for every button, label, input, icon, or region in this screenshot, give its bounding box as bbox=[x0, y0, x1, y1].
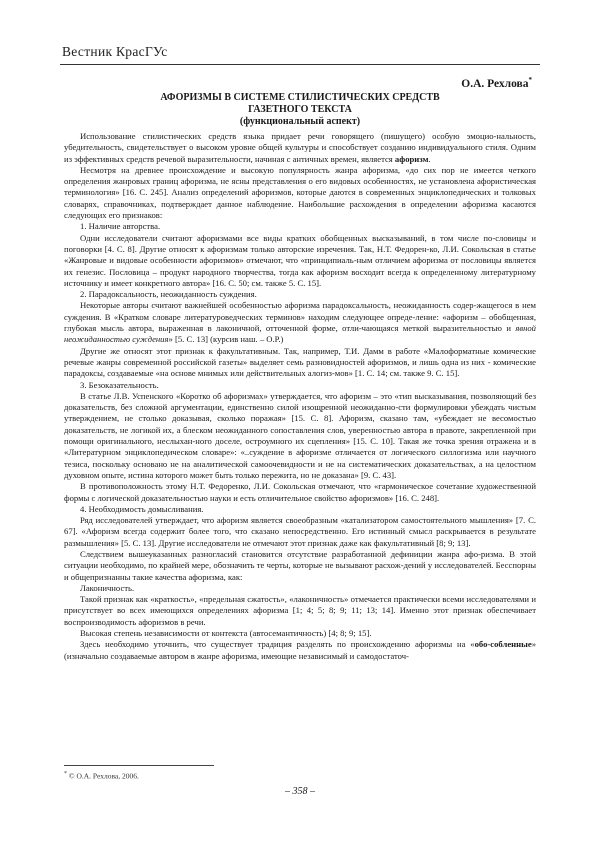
list-heading: 2. Парадоксальность, неожиданность суждения. bbox=[80, 289, 257, 300]
page-number: – 358 – bbox=[285, 786, 315, 797]
author-footnote-mark: * bbox=[528, 76, 532, 84]
footnote-rule bbox=[64, 765, 214, 766]
title-line-3: (функциональный аспект) bbox=[239, 116, 361, 127]
footnote-text: © О.А. Рехлова, 2006. bbox=[67, 771, 139, 781]
paragraph: Другие же относят этот признак к факультативным. Так, например, Т.И. Дамм в работе «Малоформатные комические речевые жанры современной российской газеты» выделяет семь разновидностей афоризмов, и лишь одна из них - комические парадоксы, создаваемые «на основе мнимых или действительных алогиз-мов» [1. С. 14; см. также 9. С. 15]. bbox=[64, 345, 536, 379]
article-title bbox=[60, 92, 540, 128]
paragraph: В статье Л.В. Успенского «Коротко об афоризмах» утверждается, что афоризм – это «тип высказывания, позволяющий без доказательств, без сложной аргументации, единственно силой изощренной неожиданно-сти формулировки убеждать чистым утверждением, не столько доказывая, сколько поражая» [15. С. 8]. Афоризм, сказано там, «убеждает не весомостью доказательств, не логикой их, а блеском неожиданного сопоставления слов, уверенностью автора в правоте, закрепленной при помощи оригинального, неслыхан-ного доселе, остроумного их сцепления» [15. С. 10]. Такая же точка зрения отражена и в «Литературном энциклопедическом словаре»: «..суждение в афоризме отличается от логического силлогизма или научного тезиса, поскольку основано не на аналитической самоочевидности и не на систематических доказательствах, а на целостном духовном опыте, истина которого может быть только пережита, но не доказана» [9. С. 43]. bbox=[64, 390, 536, 480]
paragraph: Ряд исследователей утверждает, что афоризм является своеобразным «катализатором самостоятельного мышления» [7. С. 67]. «Афоризм всегда содержит более того, что сказано непосредственно. Его истинный смысл раскрывается в результате размышления» [5. С. 13]. Другие исследователи не отмечают этот признак даже как факультативный [8; 9; 13]. bbox=[64, 515, 536, 548]
paragraph: В противоположность этому Н.Т. Федоренко, Л.И. Сокольская отмечают, что «гармоническое сочетание художественной формы с логической доказательностью науки и есть отличительное свойство афоризмов» [16. С. 248]. bbox=[64, 481, 536, 503]
paragraph-text: Использование стилистических средств языка придает речи говорящего (пишущего) особую эмоцио-нальность, убедительность, свидетельствует о высоком уровне общей культуры и способствует созданию индивидуального стиля. Одним из эффективных средств речевой выразительности, начиная с античных времен, является bbox=[64, 131, 536, 164]
author-name bbox=[461, 76, 532, 90]
paragraph-text: . bbox=[428, 153, 431, 164]
paragraph: Одни исследователи считают афоризмами все виды кратких обобщенных высказываний, в том числе по-словицы и поговорки [4. С. 8]. Другие относят к афоризмам только авторские изречения. Так, Н.Т. Федорен-ко, Л.И. Сокольская в статье «Жанровые и видовые особенности афоризмов» отмечают, что «принципиаль-ным отличием афоризма от пословицы является их генезис. Пословица – продукт народного творчества, тогда как афоризм восходит всегда к определенному литературному источнику и имеет конкретного автора» [16. С. 50; см. также 5. С. 15]. bbox=[64, 232, 536, 288]
paragraph bbox=[64, 300, 536, 345]
journal-name: Вестник КрасГУс bbox=[62, 44, 168, 59]
paragraph: Такой признак как «краткость», «предельная сжатость», «лаконичность» отмечается практически всеми исследователями и присутствует во всех имеющихся определениях афоризма [1; 4; 5; 8; 9; 11; 13; 14]. Именно этот признак обеспечивает воспроизводимость афоризмов в речи. bbox=[64, 594, 536, 627]
footnote bbox=[64, 771, 139, 781]
list-heading: 1. Наличие авторства. bbox=[80, 221, 161, 232]
paragraph bbox=[64, 131, 536, 165]
title-line-2: ГАЗЕТНОГО ТЕКСТА bbox=[248, 104, 352, 115]
emphasis-term: афоризм bbox=[394, 153, 429, 164]
italic-text: явной неожиданностью суждения bbox=[64, 323, 536, 345]
paragraph-text: » [5. С. 13] (курсив наш. – О.Р.) bbox=[168, 334, 284, 345]
header-rule bbox=[60, 64, 540, 65]
author-text: О.А. Рехлова bbox=[461, 77, 529, 90]
footnote-mark: * bbox=[64, 771, 67, 777]
paragraph: Несмотря на древнее происхождение и высокую популярность жанра афоризма, «до сих пор не имеется четкого определения жанровых границ афоризма, не ясны представления о его видовых особенностях, не установлена афористическая терминология» [16. С. 245]. Анализ определений афоризмов, которые даются в современных энциклопедических и толковых словарях, справочниках, подтверждает данное наблюдение. Наибольшие расхождения в определении афоризма касаются следующих его признаков: bbox=[64, 164, 536, 221]
paragraph-text: Здесь необходимо уточнить, что существует традиция разделять по происхождению афоризмы на « bbox=[80, 639, 475, 650]
emphasis-term: обо-собленные bbox=[474, 639, 532, 650]
list-heading: Лаконичность. bbox=[80, 582, 135, 593]
list-heading: 4. Необходимость домысливания. bbox=[80, 503, 204, 514]
paragraph-text: » (изначально создаваемые автором в жанре афоризма, имеющие независимый и самодостаточ- bbox=[64, 639, 536, 661]
paragraph-text: Некоторые авторы считают важнейшей особенностью афоризма парадоксальность, неожиданность содер-жащегося в нем суждения. В «Кратком словаре литературоведческих терминов» находим следующее опреде-ление: «афоризм – обобщенная, глубокая мысль автора, выраженная в лаконичной, отточенной форме, отли-чающаяся меткой выразительностью и bbox=[64, 300, 536, 334]
paragraph bbox=[64, 639, 536, 662]
article-body bbox=[64, 131, 536, 662]
list-heading: 3. Безоказательность. bbox=[80, 379, 159, 390]
title-line-1: АФОРИЗМЫ В СИСТЕМЕ СТИЛИСТИЧЕСКИХ СРЕДСТВ bbox=[160, 92, 440, 103]
paragraph: Высокая степень независимости от контекста (автосемантичность) [4; 8; 9; 15]. bbox=[80, 628, 372, 639]
paragraph: Следствием вышеуказанных разногласий становится отсутствие разработанной дефиниции жанра афо-ризма. В этой ситуации необходимо, по крайней мере, обозначить те черты, которые не вызывают расхож-дений у исследователей. Бесспорны и общепризнанны такие качества афоризма, как: bbox=[64, 548, 536, 582]
